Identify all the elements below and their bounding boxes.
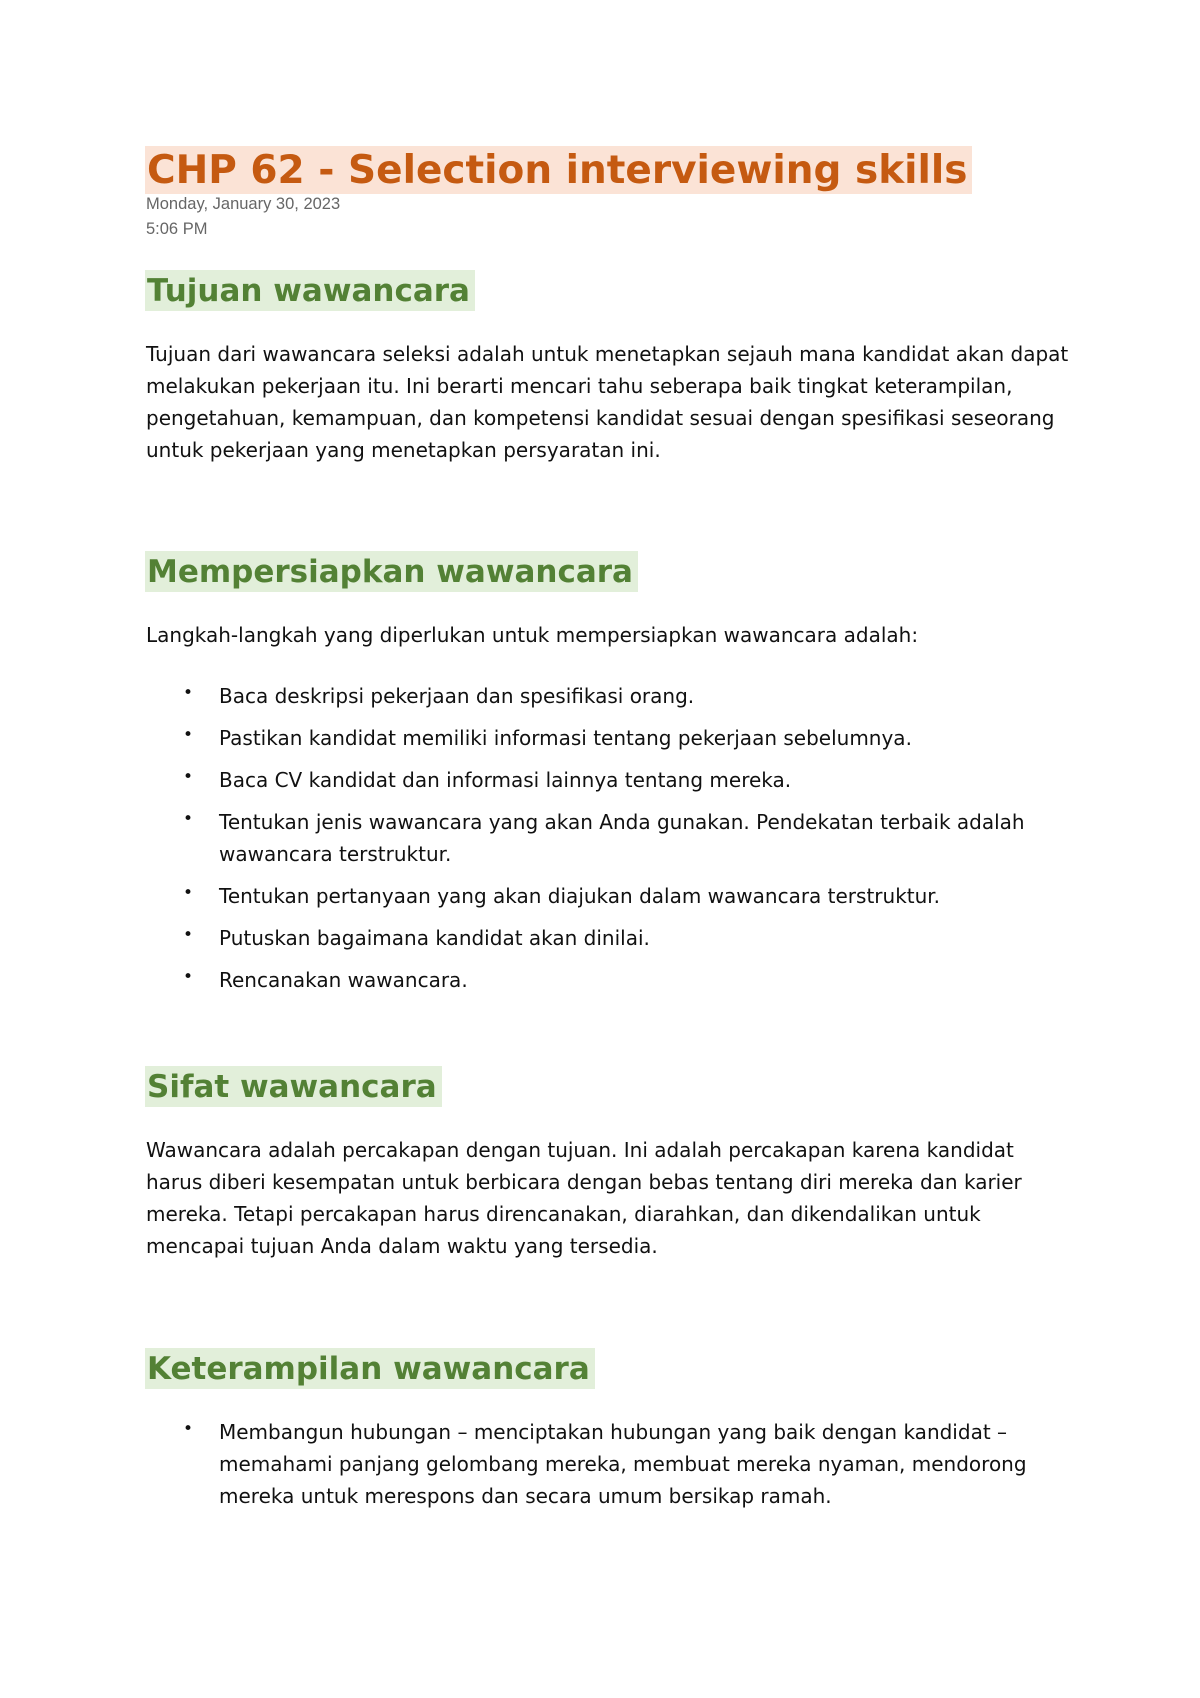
- page-date: Monday, January 30, 2023: [146, 195, 341, 213]
- bullet-list-keterampilan: [146, 1416, 1076, 1512]
- section-paragraph-sifat: Wawancara adalah percakapan dengan tujuan. Ini adalah percakapan karena kandidat harus diberi kesempatan untuk berbicara dengan bebas tentang diri mereka dan karier mereka. Tetapi percakapan harus direncanakan, diarahkan, dan dikendalikan untuk mencapai tujuan Anda dalam waktu yang tersedia.: [146, 1138, 1022, 1258]
- section-paragraph-tujuan: Tujuan dari wawancara seleksi adalah untuk menetapkan sejauh mana kandidat akan dapat melakukan pekerjaan itu. Ini berarti mencari tahu seberapa baik tingkat keterampilan, pengetahuan, kemampuan, dan kompetensi kandidat sesuai dengan spesifikasi seseorang untuk pekerjaan yang menetapkan persyaratan ini.: [146, 342, 1069, 462]
- section-heading-sifat: Sifat wawancara: [145, 1066, 442, 1107]
- bullet-list-mempersiapkan: [146, 680, 1076, 996]
- bullet-icon: •: [183, 767, 194, 787]
- section-heading-tujuan: Tujuan wawancara: [145, 270, 475, 311]
- list-item: [146, 922, 1076, 954]
- list-item: [146, 680, 1076, 712]
- list-item-text: Pastikan kandidat memiliki informasi tentang pekerjaan sebelumnya.: [219, 726, 912, 750]
- section-heading-mempersiapkan: Mempersiapkan wawancara: [145, 551, 638, 592]
- page-title: CHP 62 - Selection interviewing skills: [145, 146, 972, 194]
- list-item-text: Tentukan pertanyaan yang akan diajukan dalam wawancara terstruktur.: [219, 884, 941, 908]
- section-heading-keterampilan: Keterampilan wawancara: [145, 1348, 595, 1389]
- section-paragraph-mempersiapkan: Langkah-langkah yang diperlukan untuk mempersiapkan wawancara adalah:: [146, 623, 919, 647]
- bullet-icon: •: [183, 883, 194, 903]
- list-item: [146, 964, 1076, 996]
- list-item-text: Putuskan bagaimana kandidat akan dinilai.: [219, 926, 650, 950]
- bullet-icon: •: [183, 967, 194, 987]
- list-item-text: Baca CV kandidat dan informasi lainnya tentang mereka.: [219, 768, 792, 792]
- bullet-icon: •: [183, 809, 194, 829]
- list-item: [146, 1416, 1076, 1512]
- list-item-text: Baca deskripsi pekerjaan dan spesifikasi orang.: [219, 684, 695, 708]
- list-item: [146, 880, 1076, 912]
- list-item-text: Membangun hubungan – menciptakan hubungan yang baik dengan kandidat – memahami panjang gelombang mereka, membuat mereka nyaman, mendorong mereka untuk merespons dan secara umum bersikap ramah.: [219, 1420, 1027, 1508]
- bullet-icon: •: [183, 1419, 194, 1439]
- list-item-text: Tentukan jenis wawancara yang akan Anda gunakan. Pendekatan terbaik adalah wawancara terstruktur.: [219, 810, 1025, 866]
- list-item-text: Rencanakan wawancara.: [219, 968, 468, 992]
- bullet-icon: •: [183, 925, 194, 945]
- page-time: 5:06 PM: [146, 220, 208, 238]
- bullet-icon: •: [183, 683, 194, 703]
- list-item: [146, 722, 1076, 754]
- list-item: [146, 806, 1076, 870]
- list-item: [146, 764, 1076, 796]
- bullet-icon: •: [183, 725, 194, 745]
